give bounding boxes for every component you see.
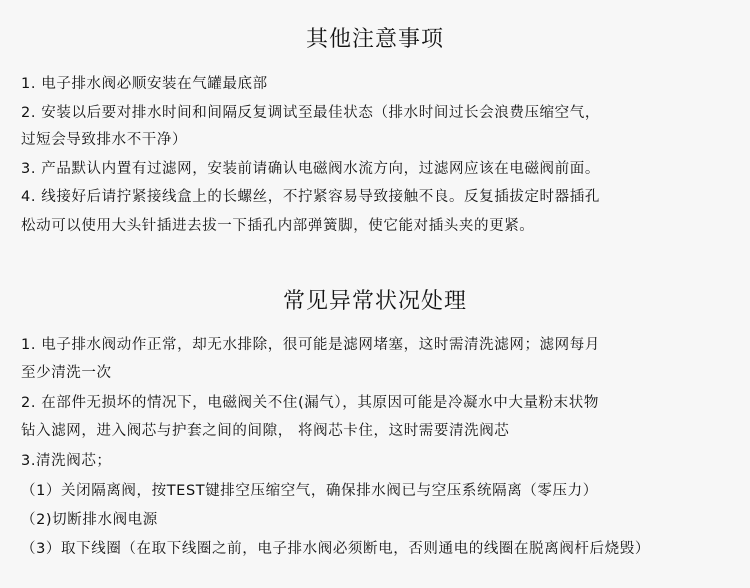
trouble-line-4: 钻入滤网，进入阀芯与护套之间的间隙， 将阀芯卡住，这时需要清洗阀芯: [21, 423, 510, 439]
trouble-line-3: 2. 在部件无损坏的情况下，电磁阀关不住(漏气），其原因可能是冷凝水中大量粉末状物: [21, 395, 599, 411]
notes-line-5: 4. 线接好后请拧紧接线盒上的长螺丝，不拧紧容易导致接触不良。反复插拔定时器插孔: [21, 189, 600, 205]
notes-line-1: 1. 电子排水阀必顺安装在气罐最底部: [21, 76, 268, 92]
section-title-troubleshooting: 常见异常状况处理: [282, 289, 467, 314]
trouble-line-7: （2)切断排水阀电源: [21, 512, 158, 528]
trouble-line-2: 至少清洗一次: [21, 365, 112, 381]
trouble-line-6: （1）关闭隔离阀，按TEST键排空压缩空气，确保排水阀已与空压系统隔离（零压力）: [21, 483, 598, 499]
notes-line-6: 松动可以使用大头针插进去拔一下插孔内部弹簧脚，使它能对插头夹的更紧。: [21, 218, 535, 234]
trouble-line-8: （3）取下线圈（在取下线圈之前，电子排水阀必须断电，否则通电的线圈在脱离阀杆后烧毁）: [21, 541, 650, 557]
trouble-line-1: 1. 电子排水阀动作正常，却无水排除，很可能是滤网堵塞，这时需清洗滤网；滤网每月: [21, 337, 600, 353]
notes-line-3: 过短会导致排水不干净）: [21, 132, 188, 148]
notes-line-2: 2. 安装以后要对排水时间和间隔反复调试至最佳状态（排水时间过长会浪费压缩空气，: [21, 105, 600, 121]
notes-line-4: 3. 产品默认内置有过滤网，安装前请确认电磁阀水流方向，过滤网应该在电磁阀前面。: [21, 161, 600, 177]
section-title-notes: 其他注意事项: [305, 27, 444, 52]
trouble-line-5: 3.清洗阀芯；: [21, 453, 112, 469]
